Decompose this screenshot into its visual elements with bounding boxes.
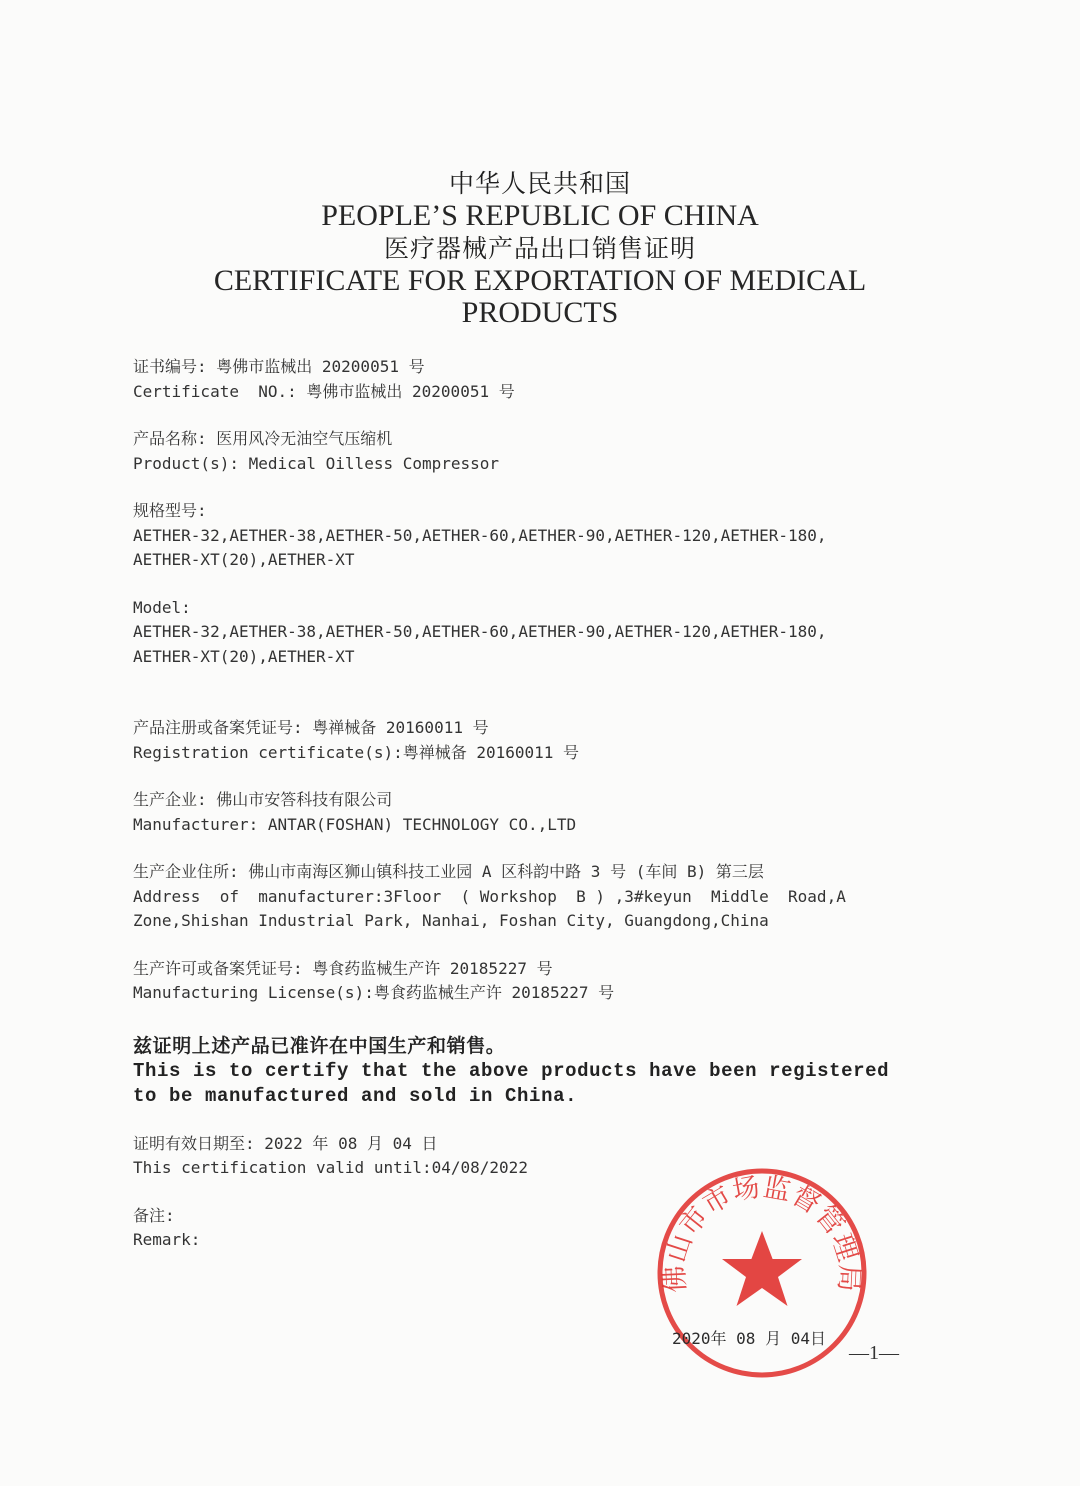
certificate-title-cn: 医疗器械产品出口销售证明: [383, 234, 696, 263]
spec-models-line2: AETHER-XT(20),AETHER-XT: [133, 550, 355, 569]
model-line1: AETHER-32,AETHER-38,AETHER-50,AETHER-60,AETHER-90,AETHER-120,AETHER-180,: [133, 622, 827, 641]
spec-section: [133, 499, 933, 573]
spec-label-cn: 规格型号:: [133, 501, 207, 520]
product-name-cn: 产品名称: 医用风冷无油空气压缩机: [133, 429, 393, 448]
certificate-number-en: Certificate NO.: 粤佛市监械出 20200051 号: [133, 381, 515, 401]
certificate-title-en-line1: CERTIFICATE FOR EXPORTATION OF MEDICAL: [213, 264, 867, 297]
model-label: Model:: [133, 597, 191, 617]
certificate-header: [0, 168, 1080, 329]
address-en-line2: Zone,Shishan Industrial Park, Nanhai, Foshan City, Guangdong,China: [133, 911, 769, 930]
product-section: [133, 427, 933, 476]
certificate-title-en-line2: PRODUCTS: [461, 296, 619, 329]
address-cn: 生产企业住所: 佛山市南海区狮山镇科技工业园 A 区科韵中路 3 号 (车间 B) 第三层: [133, 862, 764, 881]
page-number: —1—: [849, 1342, 899, 1364]
model-line2: AETHER-XT(20),AETHER-XT: [133, 646, 355, 666]
seal-star-icon: [722, 1231, 802, 1306]
validity-cn: 证明有效日期至: 2022 年 08 月 04 日: [133, 1133, 438, 1153]
validity-en: This certification valid until:04/08/2022: [133, 1158, 528, 1177]
model-section: [133, 596, 933, 670]
license-section: [133, 957, 933, 1006]
certificate-body: [133, 355, 933, 1276]
manufacturer-cn: 生产企业: 佛山市安答科技有限公司: [133, 790, 393, 809]
remark-en: Remark:: [133, 1230, 201, 1249]
spec-models-line1: AETHER-32,AETHER-38,AETHER-50,AETHER-60,AETHER-90,AETHER-120,AETHER-180,: [133, 525, 827, 545]
manufacturer-en: Manufacturer: ANTAR(FOSHAN) TECHNOLOGY CO.,LTD: [133, 814, 577, 834]
statement-en-line2: to be manufactured and sold in China.: [133, 1084, 578, 1107]
statement-cn: 兹证明上述产品已准许在中国生产和销售。: [133, 1034, 506, 1057]
issue-date: 2020年 08 月 04日: [672, 1329, 826, 1348]
statement-en-line1: This is to certify that the above products have been registered: [133, 1059, 890, 1082]
license-en: Manufacturing License(s):粤食药监械生产许 20185227 号: [133, 983, 615, 1002]
address-section: [133, 860, 933, 934]
manufacturer-section: [133, 788, 933, 837]
registration-section: [133, 716, 933, 765]
certificate-number-section: [133, 355, 933, 404]
seal-text: 佛山市市场监督管理局: [659, 1171, 865, 1294]
certificate-number-cn: 证书编号: 粤佛市监械出 20200051 号: [133, 357, 425, 376]
registration-cn: 产品注册或备案凭证号: 粤禅械备 20160011 号: [133, 718, 489, 737]
country-name-cn: 中华人民共和国: [448, 169, 631, 198]
statement-section: [133, 1034, 933, 1109]
registration-en: Registration certificate(s):粤禅械备 20160011 号: [133, 742, 580, 762]
license-cn: 生产许可或备案凭证号: 粤食药监械生产许 20185227 号: [133, 958, 553, 978]
address-en-line1: Address of manufacturer:3Floor ( Workshop B ) ,3#keyun Middle Road,A: [133, 886, 846, 906]
country-name-en: PEOPLE’S REPUBLIC OF CHINA: [321, 199, 759, 232]
product-name-en: Product(s): Medical Oilless Compressor: [133, 453, 500, 473]
remark-cn: 备注:: [133, 1205, 175, 1225]
